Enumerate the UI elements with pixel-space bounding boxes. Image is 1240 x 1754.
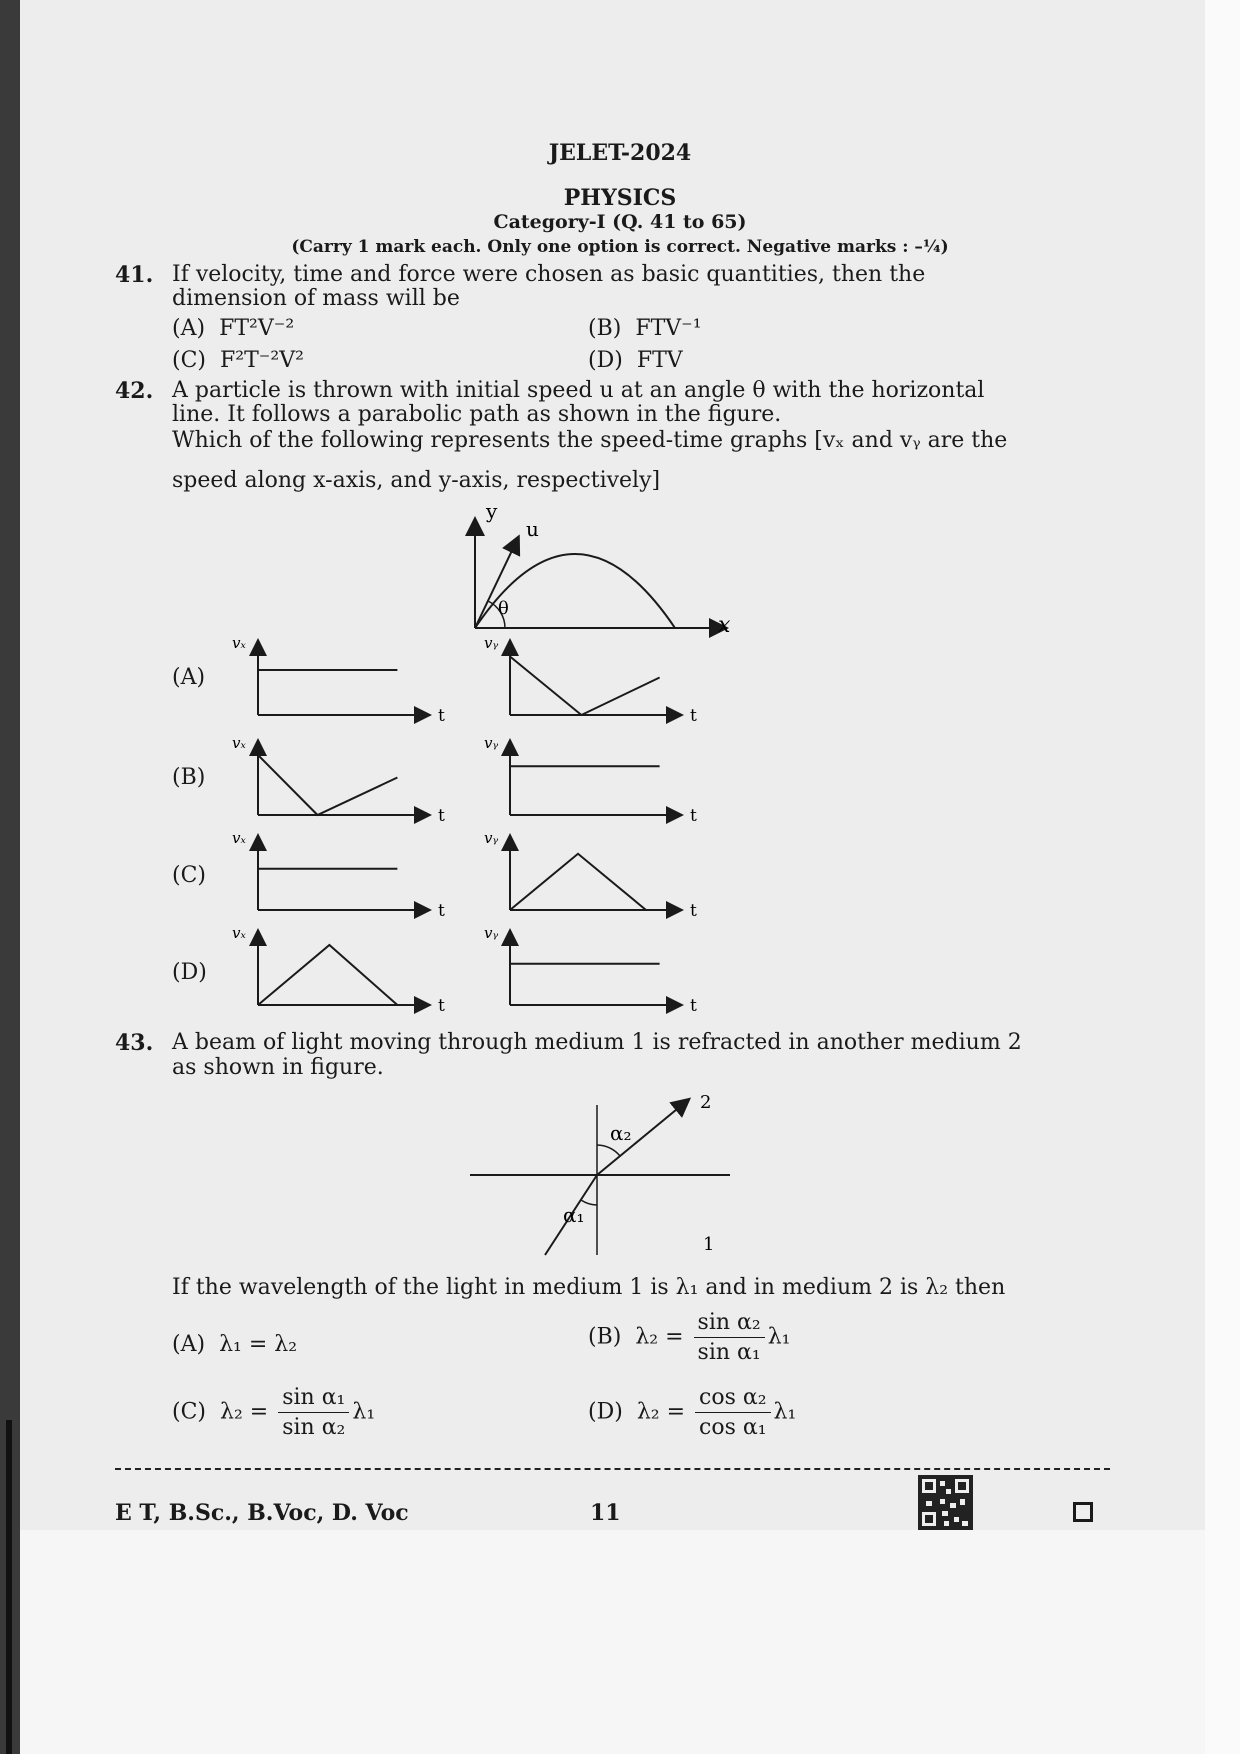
q42-text-line4: speed along x-axis, and y-axis, respectively] bbox=[172, 468, 661, 493]
q43-question: If the wavelength of the light in medium 1 is λ₁ and in medium 2 is λ₂ then bbox=[172, 1275, 1006, 1300]
exam-title: JELET-2024 bbox=[548, 140, 692, 166]
medium1-label: 1 bbox=[703, 1234, 715, 1255]
graph-b-vx bbox=[232, 734, 445, 826]
graph-a-vx-tlabel: t bbox=[438, 706, 445, 726]
projectile-figure bbox=[460, 500, 760, 640]
graph-a-vx-ylabel: vₓ bbox=[232, 634, 246, 652]
q43-text-line1: A beam of light moving through medium 1 is refracted in another medium 2 bbox=[172, 1030, 1022, 1055]
graph-d-vy bbox=[484, 924, 697, 1016]
graph-b-vx-tlabel: t bbox=[438, 806, 445, 826]
alpha2-arc bbox=[597, 1145, 620, 1156]
q41-text-line1: If velocity, time and force were chosen as basic quantities, then the bbox=[172, 262, 926, 287]
q41-option-c[interactable]: (C) F²T⁻²V² bbox=[172, 348, 304, 373]
q41-option-a[interactable]: (A) FT²V⁻² bbox=[172, 316, 295, 341]
graph-a-vx bbox=[232, 634, 445, 726]
graph-b-vx-curve bbox=[258, 755, 397, 815]
q42-number: 42. bbox=[115, 378, 154, 404]
graph-c-vy-ylabel: vᵧ bbox=[484, 829, 499, 847]
graph-a-vy bbox=[484, 634, 697, 726]
graph-d-vy-ylabel: vᵧ bbox=[484, 924, 499, 942]
scan-shadow bbox=[6, 1420, 12, 1754]
q42-text-line1: A particle is thrown with initial speed u at an angle θ with the horizontal bbox=[172, 378, 985, 403]
q41-text-line2: dimension of mass will be bbox=[172, 286, 460, 311]
corner-marker bbox=[1073, 1502, 1093, 1522]
graph-c-vx-tlabel: t bbox=[438, 901, 445, 921]
q43-number: 43. bbox=[115, 1030, 154, 1056]
theta-label: θ bbox=[498, 598, 509, 619]
q43-option-a[interactable]: (A) λ₁ = λ₂ bbox=[172, 1332, 298, 1357]
graph-c-vx bbox=[232, 829, 445, 921]
footer-rule bbox=[115, 1468, 1110, 1470]
medium2-label: 2 bbox=[700, 1092, 712, 1113]
q41-option-b[interactable]: (B) FTV⁻¹ bbox=[588, 316, 702, 341]
refraction-figure bbox=[460, 1085, 760, 1265]
scan-right-edge bbox=[1205, 0, 1240, 1754]
page-blank-area bbox=[20, 1530, 1205, 1754]
graph-d-vx-tlabel: t bbox=[438, 996, 445, 1016]
footer-page-number: 11 bbox=[590, 1500, 621, 1526]
graph-a-vy-ylabel: vᵧ bbox=[484, 634, 499, 652]
y-axis-label: y bbox=[486, 500, 498, 523]
graph-b-vy-ylabel: vᵧ bbox=[484, 734, 499, 752]
q42-text-line2: line. It follows a parabolic path as shown in the figure. bbox=[172, 402, 782, 427]
x-axis-label: x bbox=[718, 613, 731, 638]
graph-d-vy-tlabel: t bbox=[690, 996, 697, 1016]
q43-text-line2: as shown in figure. bbox=[172, 1055, 384, 1080]
graph-c-vy-tlabel: t bbox=[690, 901, 697, 921]
speed-time-graphs bbox=[220, 630, 740, 1040]
q42-option-a-label[interactable]: (A) bbox=[172, 665, 206, 690]
subject-title: PHYSICS bbox=[563, 185, 677, 211]
q43-option-b[interactable]: (B) λ₂ = $\frac{\text{sin α₂}}{\text{sin α₁}}$ λ₁ bbox=[588, 1310, 791, 1365]
graph-c-vy-curve bbox=[510, 854, 646, 910]
graph-a-vy-curve bbox=[510, 657, 660, 716]
u-label: u bbox=[526, 517, 539, 541]
graph-c-vx-ylabel: vₓ bbox=[232, 829, 246, 847]
graph-d-vx-curve bbox=[258, 945, 397, 1005]
footer-course-label: E T, B.Sc., B.Voc, D. Voc bbox=[115, 1500, 409, 1526]
graph-b-vy-tlabel: t bbox=[690, 806, 697, 826]
q42-option-c-label[interactable]: (C) bbox=[172, 863, 206, 888]
graph-d-vx bbox=[232, 924, 445, 1016]
graph-b-vy bbox=[484, 734, 697, 826]
q43-option-d[interactable]: (D) λ₂ = $\frac{\text{cos α₂}}{\text{cos α₁}}$ λ₁ bbox=[588, 1385, 797, 1440]
graph-d-vx-ylabel: vₓ bbox=[232, 924, 246, 942]
q41-option-d[interactable]: (D) FTV bbox=[588, 348, 683, 373]
graph-a-vy-tlabel: t bbox=[690, 706, 697, 726]
alpha1-label: α₁ bbox=[563, 1203, 585, 1227]
q43-option-c[interactable]: (C) λ₂ = $\frac{\text{sin α₁}}{\text{sin α₂}}$ λ₁ bbox=[172, 1385, 376, 1440]
q42-option-d-label[interactable]: (D) bbox=[172, 960, 207, 985]
alpha2-label: α₂ bbox=[610, 1121, 632, 1145]
qr-code-icon bbox=[918, 1475, 973, 1530]
q41-number: 41. bbox=[115, 262, 154, 288]
q42-text-line3: Which of the following represents the speed-time graphs [vₓ and vᵧ are the bbox=[172, 428, 1008, 453]
q42-option-b-label[interactable]: (B) bbox=[172, 765, 206, 790]
graph-c-vy bbox=[484, 829, 697, 921]
graph-b-vx-ylabel: vₓ bbox=[232, 734, 246, 752]
category-title: Category-I (Q. 41 to 65) bbox=[493, 211, 747, 233]
instructions: (Carry 1 mark each. Only one option is correct. Negative marks : –¼) bbox=[291, 237, 949, 257]
